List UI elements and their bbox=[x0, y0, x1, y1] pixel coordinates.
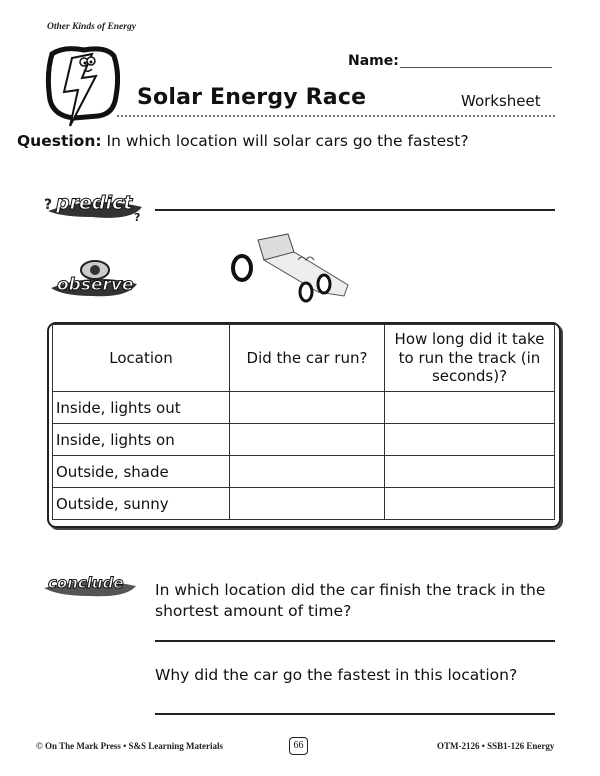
time-cell[interactable] bbox=[385, 456, 555, 488]
location-cell: Inside, lights on bbox=[53, 424, 230, 456]
worksheet-label: Worksheet bbox=[461, 92, 541, 110]
observation-table bbox=[52, 324, 555, 520]
column-header: Did the car run? bbox=[230, 325, 385, 392]
table-row bbox=[53, 392, 555, 424]
column-header: How long did it take to run the track (in seconds)? bbox=[385, 325, 555, 392]
name-label: Name: bbox=[348, 53, 399, 69]
ran-cell[interactable] bbox=[230, 488, 385, 520]
question-text: In which location will solar cars go the fastest? bbox=[106, 132, 469, 150]
ran-cell[interactable] bbox=[230, 392, 385, 424]
svg-text:?: ? bbox=[134, 211, 141, 223]
time-cell[interactable] bbox=[385, 392, 555, 424]
name-field[interactable] bbox=[400, 67, 552, 68]
column-header: Location bbox=[53, 325, 230, 392]
observe-badge-icon bbox=[47, 258, 139, 298]
ran-cell[interactable] bbox=[230, 424, 385, 456]
footer-product-code: OTM-2126 • SSB1-126 Energy bbox=[437, 741, 555, 751]
energy-mascot-icon bbox=[44, 44, 120, 128]
table-row bbox=[53, 456, 555, 488]
ran-cell[interactable] bbox=[230, 456, 385, 488]
svg-text:observe: observe bbox=[57, 275, 134, 295]
predict-badge-icon bbox=[42, 185, 146, 223]
footer-copyright: © On The Mark Press • S&S Learning Materials bbox=[36, 741, 224, 751]
time-cell[interactable] bbox=[385, 424, 555, 456]
table-row bbox=[53, 424, 555, 456]
time-cell[interactable] bbox=[385, 488, 555, 520]
conclude-question-1: In which location did the car finish the track in the shortest amount of time? bbox=[155, 581, 546, 620]
conclude-answer-line-1[interactable] bbox=[155, 640, 555, 642]
question-label: Question: bbox=[17, 132, 102, 150]
location-cell: Outside, sunny bbox=[53, 488, 230, 520]
table-row bbox=[53, 488, 555, 520]
predict-answer-line[interactable] bbox=[155, 209, 555, 211]
location-cell: Outside, shade bbox=[53, 456, 230, 488]
solar-car-icon bbox=[228, 230, 358, 305]
table-header-row bbox=[53, 325, 555, 392]
svg-text:predict: predict bbox=[56, 192, 133, 214]
conclude-question-2: Why did the car go the fastest in this location? bbox=[155, 666, 518, 684]
title-divider bbox=[117, 115, 555, 117]
svg-text:conclude: conclude bbox=[48, 574, 124, 592]
svg-text:?: ? bbox=[44, 197, 53, 213]
page-number: 66 bbox=[289, 737, 308, 755]
location-cell: Inside, lights out bbox=[53, 392, 230, 424]
conclude-badge-icon bbox=[42, 568, 138, 598]
page-title: Solar Energy Race bbox=[137, 85, 367, 110]
question bbox=[17, 132, 469, 150]
category-label: Other Kinds of Energy bbox=[47, 22, 136, 32]
conclude-answer-line-2[interactable] bbox=[155, 713, 555, 715]
